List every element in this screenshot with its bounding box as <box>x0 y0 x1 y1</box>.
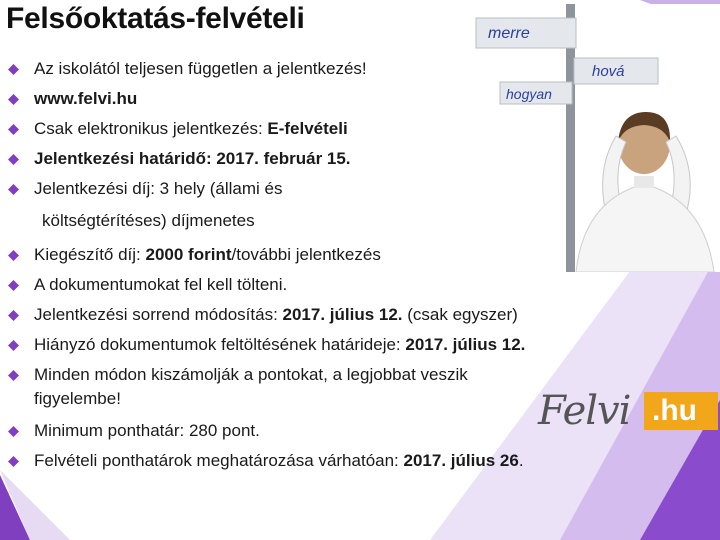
bullet-text-bold: 2017. július 12. <box>282 305 403 324</box>
diamond-icon <box>8 310 19 321</box>
bullet-text-part: Felvételi ponthatárok meghatározása várhatóan: <box>34 451 404 470</box>
diamond-icon <box>8 94 19 105</box>
sign-merre-text: merre <box>488 25 530 42</box>
bullet-text-part: Minimum ponthatár: 280 pont. <box>34 421 260 440</box>
diamond-icon <box>8 340 19 351</box>
bullet-continuation: figyelembe! <box>34 389 121 408</box>
bullet-text <box>34 448 524 474</box>
diamond-icon <box>8 154 19 165</box>
bullet-text-bold: E-felvételi <box>267 119 348 138</box>
bullet-text-bold: 2017. július 26 <box>403 451 519 470</box>
bullet-text <box>34 418 260 444</box>
bullet-continuation: költségtérítéses) díjmenetes <box>42 211 255 230</box>
bullet-text <box>34 242 381 268</box>
diamond-icon <box>8 250 19 261</box>
slide-title: Felsőoktatás-felvételi <box>6 2 305 35</box>
bullet-text <box>34 362 468 388</box>
bullet-text <box>34 302 518 328</box>
logo-suffix: .hu <box>652 394 697 427</box>
diamond-icon <box>8 456 19 467</box>
bullet-text <box>34 116 348 142</box>
logo-word: Felvi <box>538 388 631 434</box>
bullet-text-part: Csak elektronikus jelentkezés: <box>34 119 268 138</box>
bullet-text-part: Minden módon kiszámolják a pontokat, a legjobbat veszik <box>34 365 468 384</box>
felvi-logo <box>532 386 720 436</box>
bullet-text-bold: Jelentkezési határidő: 2017. február 15. <box>34 149 351 168</box>
bullet-text <box>34 176 283 202</box>
diamond-icon <box>8 184 19 195</box>
bullet-text-bold: www.felvi.hu <box>34 89 138 108</box>
bullet-text <box>34 146 351 172</box>
diamond-icon <box>8 64 19 75</box>
bullet-text <box>34 56 367 82</box>
diamond-icon <box>8 124 19 135</box>
diamond-icon <box>8 280 19 291</box>
bullet-text <box>34 272 287 298</box>
bullet-text-part: Hiányzó dokumentumok feltöltésének határideje: <box>34 335 406 354</box>
diamond-icon <box>8 370 19 381</box>
bullet-text-part: (csak egyszer) <box>402 305 518 324</box>
bullet-text-part: Az iskolától teljesen független a jelentkezés! <box>34 59 367 78</box>
bullet-text-part: A dokumentumokat fel kell tölteni. <box>34 275 288 294</box>
sign-hova-text: hová <box>592 63 625 80</box>
diamond-icon <box>8 426 19 437</box>
bullet-text-part: Jelentkezési díj: 3 hely (állami és <box>34 179 283 198</box>
bullet-text-part: /további jelentkezés <box>231 245 381 264</box>
sign-hogyan-text: hogyan <box>506 86 552 102</box>
bullet-text-bold: 2000 forint <box>145 245 232 264</box>
bullet-text-bold: 2017. július 12. <box>405 335 526 354</box>
bullet-text <box>34 332 525 358</box>
bullet-text-part: . <box>518 451 524 470</box>
bullet-text-part: Kiegészítő díj: <box>34 245 146 264</box>
bullet-text <box>34 86 137 112</box>
bullet-text-part: Jelentkezési sorrend módosítás: <box>34 305 283 324</box>
